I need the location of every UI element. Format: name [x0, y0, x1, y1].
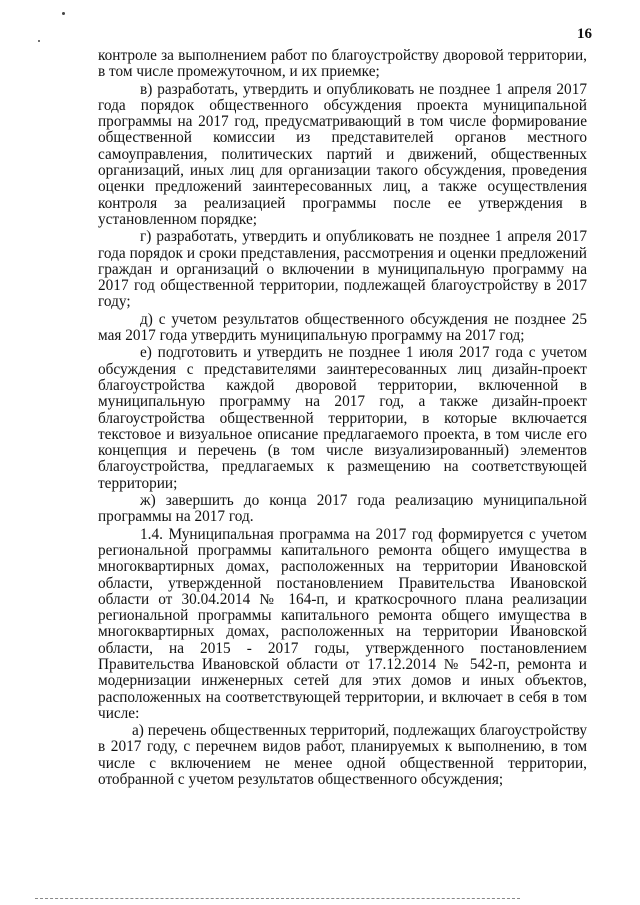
scan-dot: [62, 12, 65, 15]
paragraph-item-a: а) перечень общественных территорий, подлежащих благоустройству в 2017 году, с перечнем видов работ, планируемых к выполнению, в том числе с включением не менее одной общественной территории, отобранной с учетом результатов общественного обсуждения;: [98, 722, 587, 789]
paragraph-item-e: е) подготовить и утвердить не позднее 1 июля 2017 года с учетом обсуждения с представителями заинтересованных лиц дизайн-проект благоустройства каждой дворовой территории, включенной в муниципальную программу на 2017 год, а также дизайн-проект благоустройства общественной территории, в которые включается текстовое и визуальное описание предлагаемого проекта, в том числе его концепция и перечень (в том числе визуализированный) элементов благоустройства, предлагаемых к размещению на соответствующей территории;: [98, 344, 587, 492]
scan-edge-line: [35, 898, 520, 899]
document-body: [98, 48, 587, 788]
paragraph-item-zh: ж) завершить до конца 2017 года реализацию муниципальной программы на 2017 год.: [98, 492, 587, 526]
scan-dot: [38, 40, 40, 42]
paragraph-item-d: д) с учетом результатов общественного обсуждения не позднее 25 мая 2017 года утвердить муниципальную программу на 2017 год;: [98, 310, 587, 345]
page-number: 16: [577, 26, 592, 42]
paragraph-1-4: 1.4. Муниципальная программа на 2017 год формируется с учетом региональной программы капитального ремонта общего имущества в многоквартирных домах, расположенных на территории Ивановской области, утвержденной постановлением Правительства Ивановской области от 30.04.2014 № 164-п, и краткосрочного плана реализации региональной программы капитального ремонта общего имущества в многоквартирных домах, расположенных на территории Ивановской области, на 2015 - 2017 годы, утвержденного постановлением Правительства Ивановской области от 17.12.2014 № 542-п, ремонта и модернизации инженерных сетей для этих домов и иных объектов, расположенных на соответствующей территории, и включает в себя в том числе:: [98, 525, 587, 722]
paragraph-item-v: в) разработать, утвердить и опубликовать не позднее 1 апреля 2017 года порядок общественного обсуждения проекта муниципальной программы на 2017 год, предусматривающий в том числе формирование общественной комиссии из представителей органов местного самоуправления, политических партий и движений, общественных организаций, иных лиц для организации такого обсуждения, проведения оценки предложений заинтересованных лиц, а также осуществления контроля за реализацией программы после ее утверждения в установленном порядке;: [98, 80, 587, 228]
paragraph-continuation: контроле за выполнением работ по благоустройству дворовой территории, в том числе промежуточном, и их приемке;: [98, 47, 587, 81]
paragraph-item-g: г) разработать, утвердить и опубликовать не позднее 1 апреля 2017 года порядок и сроки представления, рассмотрения и оценки предложений граждан и организаций о включении в муниципальную программу на 2017 год общественной территории, подлежащей благоустройству в 2017 году;: [98, 228, 587, 311]
